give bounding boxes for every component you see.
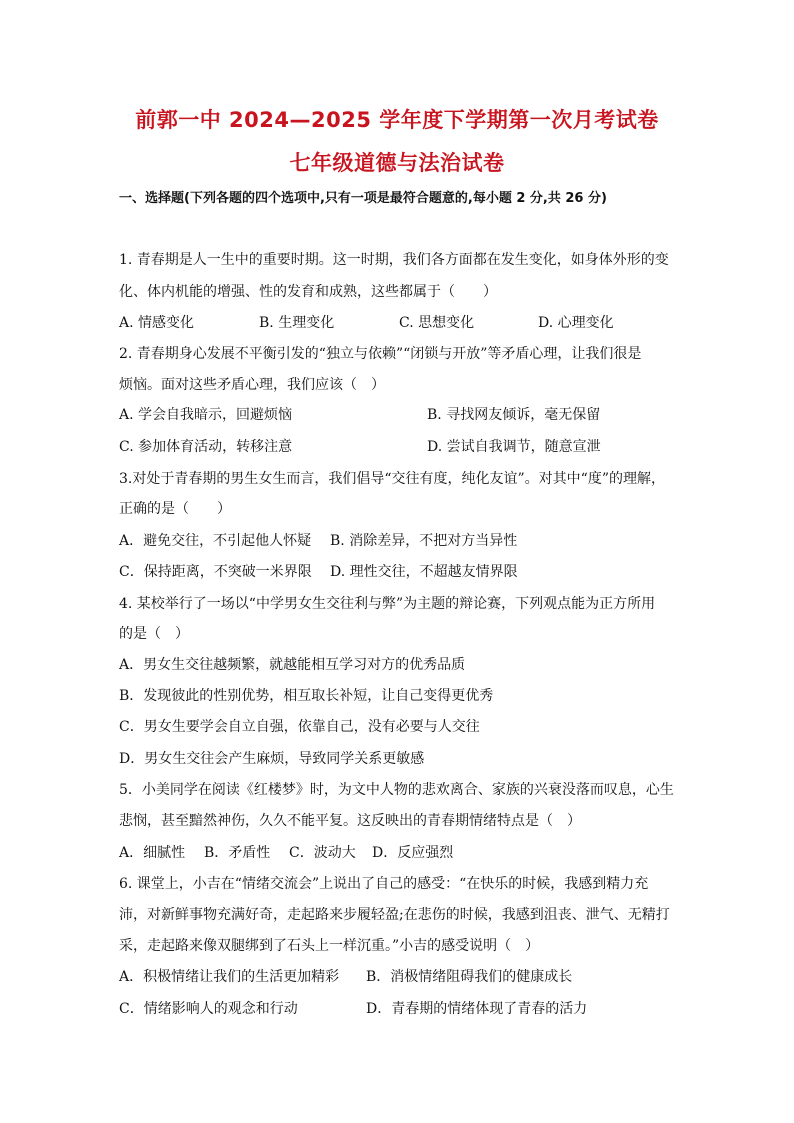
question-5-text-line-2: 悲悯，甚至黯然神伤，久久不能平复。这反映出的青春期情绪特点是（ ）	[119, 813, 581, 829]
question-1-option-a: A. 情感变化	[119, 315, 195, 331]
question-3-option-d: D. 理性交往，不超越友情界限	[330, 564, 518, 580]
question-4-text-line-1: 4. 某校举行了一场以“中学男女生交往利与弊”为主题的辩论赛，下列观点能为正方所用	[119, 596, 656, 612]
question-6-text-line-3: 采，走起路来像双腿绑到了石头上一样沉重。”小吉的感受说明（ ）	[119, 938, 540, 954]
exam-title: 前郭一中 2024—2025 学年度下学期第一次月考试卷	[135, 108, 659, 132]
question-3-option-b: B. 消除差异，不把对方当异性	[330, 533, 518, 549]
question-3-text-line-2: 正确的是（ ）	[119, 501, 231, 517]
question-6-option-a: A．积极情绪让我们的生活更加精彩	[119, 969, 340, 985]
question-1-option-b: B. 生理变化	[259, 315, 335, 331]
question-2-text-line-1: 2. 青春期身心发展不平衡引发的“独立与依赖”“闭锁与开放”等矛盾心理，让我们很是	[119, 346, 642, 362]
question-3-text-line-1: 3.对处于青春期的男生女生而言，我们倡导“交往有度，纯化友谊”。对其中“度”的理解，	[119, 471, 665, 487]
question-5-option-d: D．反应强烈	[372, 845, 454, 861]
question-6-option-d: D．青春期的情绪体现了青春的活力	[366, 1001, 588, 1017]
question-6-text-line-2: 沛，对新鲜事物充满好奇，走起路来步履轻盈;在悲伤的时候，我感到沮丧、泄气、无精打	[119, 907, 670, 923]
question-5-text-line-1: 5．小美同学在阅读《红楼梦》时，为文中人物的悲欢离合、家族的兴衰没落而叹息，心生	[119, 782, 674, 798]
question-5-option-b: B．矛盾性	[204, 845, 271, 861]
question-6-option-b: B．消极情绪阻碍我们的健康成长	[366, 969, 573, 985]
question-2-option-a: A. 学会自我暗示，回避烦恼	[119, 407, 293, 423]
question-1-option-c: C. 思想变化	[399, 315, 475, 331]
question-4-text-line-2: 的是（ ）	[119, 626, 189, 642]
question-2-option-d: D. 尝试自我调节，随意宣泄	[427, 439, 601, 455]
question-4-option-b: B．发现彼此的性别优势，相互取长补短，让自己变得更优秀	[119, 688, 494, 704]
question-6-option-c: C．情绪影响人的观念和行动	[119, 1001, 298, 1017]
question-5-option-a: A．细腻性	[119, 845, 186, 861]
question-3-option-c: C．保持距离，不突破一米界限	[119, 564, 312, 580]
exam-subtitle: 七年级道德与法治试卷	[289, 151, 505, 175]
question-2-option-c: C. 参加体育活动，转移注意	[119, 439, 293, 455]
question-2-option-b: B. 寻找网友倾诉，毫无保留	[427, 407, 601, 423]
question-4-option-d: D．男女生交往会产生麻烦，导致同学关系更敏感	[119, 751, 425, 767]
question-2-text-line-2: 烦恼。面对这些矛盾心理，我们应该（ ）	[119, 377, 385, 393]
question-4-option-c: C．男女生要学会自立自强，依靠自己，没有必要与人交往	[119, 719, 480, 735]
question-1-option-d: D. 心理变化	[538, 315, 614, 331]
question-3-option-a: A．避免交往，不引起他人怀疑	[119, 533, 312, 549]
question-1-text-line-1: 1. 青春期是人一生中的重要时期。这一时期，我们各方面都在发生变化，如身体外形的变	[119, 252, 669, 268]
question-1-text-line-2: 化、体内机能的增强、性的发育和成熟，这些都属于（ ）	[119, 284, 497, 300]
question-6-text-line-1: 6. 课堂上，小吉在“情绪交流会”上说出了自己的感受：“在快乐的时候，我感到精力充	[119, 876, 649, 892]
section-heading: 一、选择题(下列各题的四个选项中,只有一项是最符合题意的,每小题 2 分,共 26 分)	[119, 191, 607, 206]
question-4-option-a: A．男女生交往越频繁，就越能相互学习对方的优秀品质	[119, 657, 466, 673]
question-5-option-c: C．波动大	[289, 845, 356, 861]
